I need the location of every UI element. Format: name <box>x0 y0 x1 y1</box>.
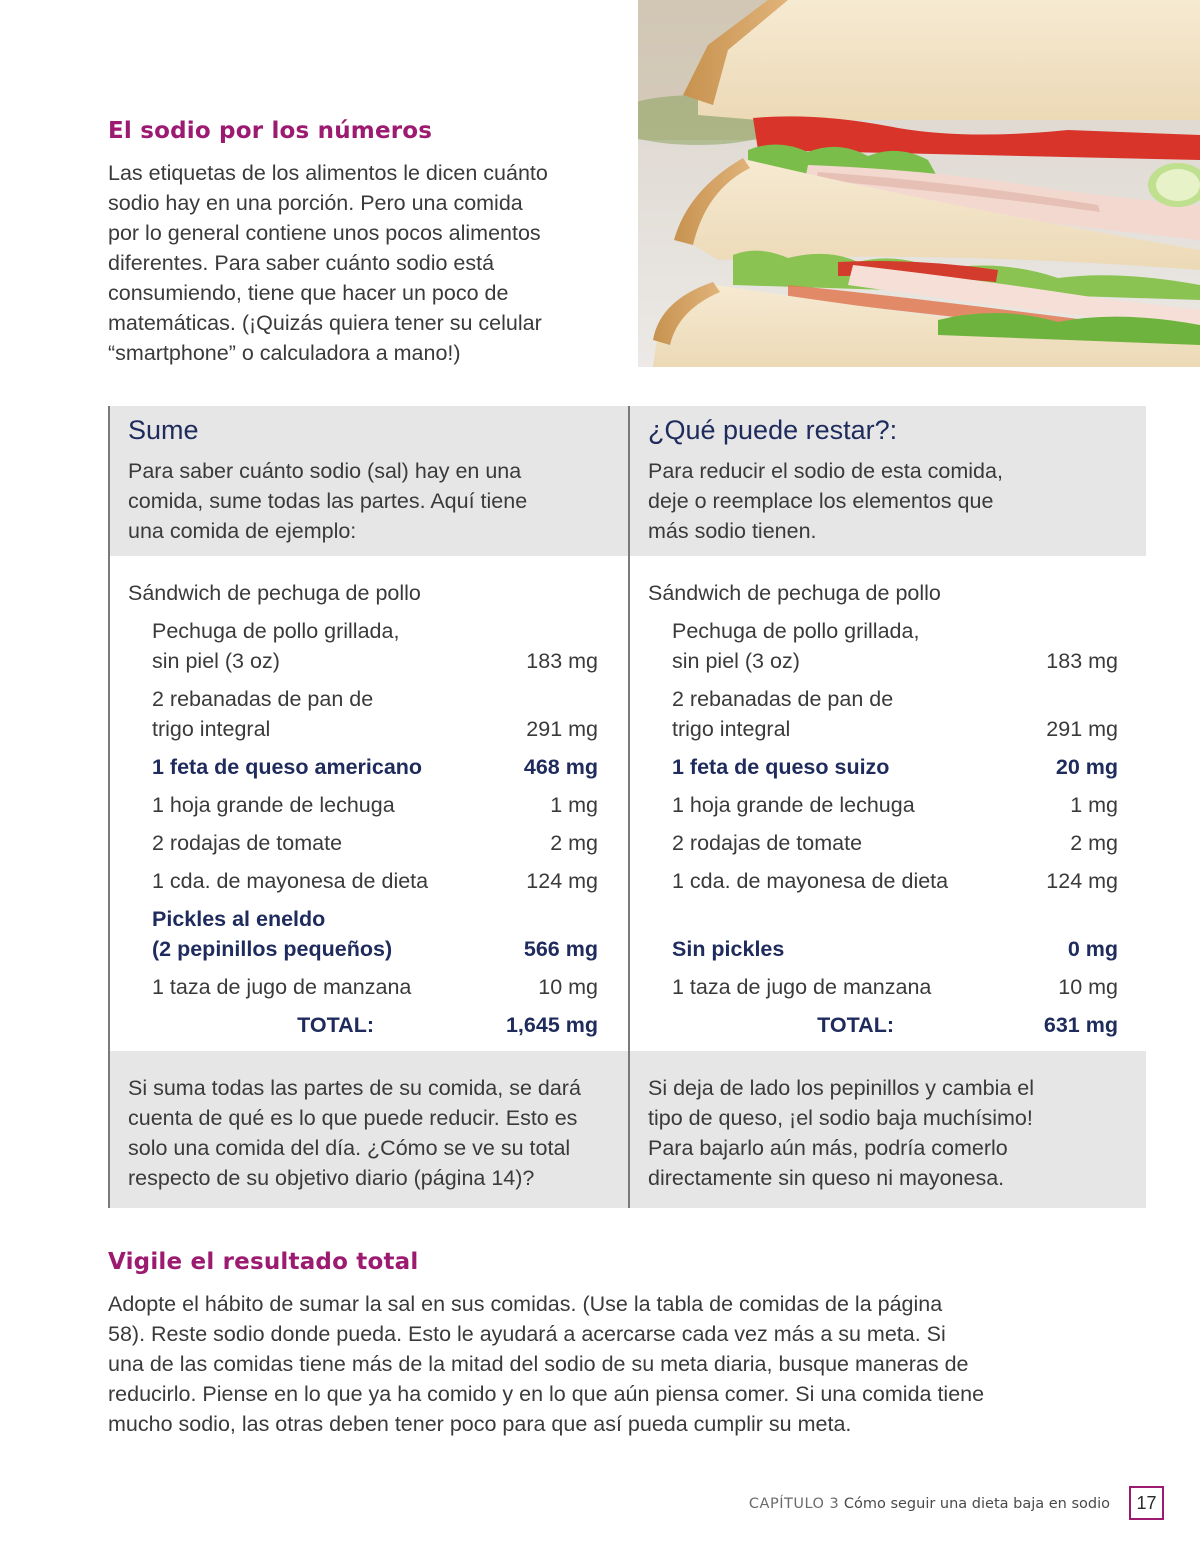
intro-line: matemáticas. (¡Quizás quiera tener su celular <box>108 311 542 335</box>
food-item <box>672 866 1118 896</box>
add-column-title: Sume <box>128 415 199 445</box>
intro-line: Las etiquetas de los alimentos le dicen cuánto <box>108 161 548 185</box>
meal-title: Sándwich de pechuga de pollo <box>128 581 421 605</box>
food-item-sodium: 0 mg <box>1067 937 1118 961</box>
watch-total-paragraph <box>108 1289 1108 1439</box>
food-item-name: Pickles al eneldo <box>152 907 326 931</box>
footer-line: tipo de queso, ¡el sodio baja muchísimo! <box>648 1106 1033 1130</box>
total-row <box>152 1010 598 1040</box>
total-value: 1,645 mg <box>505 1013 598 1037</box>
intro-line: una comida de ejemplo: <box>128 519 357 543</box>
add-column <box>108 406 630 1208</box>
food-item <box>152 972 598 1002</box>
intro-line: por lo general contiene unos pocos alimentos <box>108 221 541 245</box>
food-item-highlighted <box>672 752 1118 782</box>
food-item <box>672 972 1118 1002</box>
section-heading-watch-total: Vigile el resultado total <box>108 1249 419 1275</box>
footer-line: Si suma todas las partes de su comida, se dará <box>128 1076 581 1100</box>
footer-line: cuenta de qué es lo que puede reducir. Esto es <box>128 1106 578 1130</box>
intro-line: deje o reemplace los elementos que <box>648 489 994 513</box>
footer-line: Para bajarlo aún más, podría comerlo <box>648 1136 1008 1160</box>
intro-line: “smartphone” o calculadora a mano!) <box>108 341 461 365</box>
total-row <box>672 1010 1118 1040</box>
food-item-name: trigo integral <box>672 717 791 741</box>
food-item-sodium: 1 mg <box>1070 793 1118 817</box>
food-item-name: 1 taza de jugo de manzana <box>152 975 412 999</box>
footer-line: Si deja de lado los pepinillos y cambia el <box>648 1076 1035 1100</box>
food-item-name: 1 hoja grande de lechuga <box>672 793 915 817</box>
add-column-body <box>110 556 630 1051</box>
food-item <box>672 616 1118 676</box>
food-item-name: 1 hoja grande de lechuga <box>152 793 395 817</box>
food-item-sodium: 183 mg <box>526 649 598 673</box>
food-item-sodium: 468 mg <box>523 755 598 779</box>
food-item-sodium: 183 mg <box>1046 649 1118 673</box>
intro-line: Para reducir el sodio de esta comida, <box>648 459 1003 483</box>
subtract-column-header <box>630 406 1146 556</box>
section-heading-sodium-numbers: El sodio por los números <box>108 118 433 144</box>
paragraph-line: una de las comidas tiene más de la mitad del sodio de su meta diaria, busque maneras de <box>108 1352 969 1376</box>
food-item-list <box>152 616 598 1040</box>
food-item-highlighted <box>152 752 598 782</box>
food-item-sodium: 10 mg <box>1058 975 1118 999</box>
chapter-label: CAPÍTULO 3 <box>748 1496 840 1512</box>
food-item-sodium: 291 mg <box>1046 717 1118 741</box>
food-item <box>152 790 598 820</box>
subtract-column-body <box>630 556 1146 1051</box>
food-item-name: 2 rebanadas de pan de <box>152 687 374 711</box>
food-item-sodium: 2 mg <box>1070 831 1118 855</box>
food-item-sodium: 566 mg <box>523 937 598 961</box>
add-column-footer <box>110 1051 630 1208</box>
page-number: 17 <box>1129 1486 1164 1520</box>
food-item-name: (2 pepinillos pequeños) <box>152 937 393 961</box>
meal-title: Sándwich de pechuga de pollo <box>648 581 941 605</box>
subtract-column-title: ¿Qué puede restar?: <box>648 415 898 445</box>
food-item-name: 1 taza de jugo de manzana <box>672 975 932 999</box>
subtract-column-intro <box>648 456 1128 546</box>
food-item <box>672 828 1118 858</box>
subtract-column <box>628 406 1146 1208</box>
food-item-sodium: 20 mg <box>1055 755 1118 779</box>
food-item <box>152 828 598 858</box>
intro-line: más sodio tienen. <box>648 519 817 543</box>
food-item <box>152 866 598 896</box>
food-item <box>152 616 598 676</box>
footer-line: directamente sin queso ni mayonesa. <box>648 1166 1005 1190</box>
add-column-header <box>110 406 630 556</box>
paragraph-line: mucho sodio, las otras deben tener poco para que así pueda cumplir su meta. <box>108 1412 852 1436</box>
food-item-name: 1 feta de queso americano <box>152 755 423 779</box>
food-item <box>672 790 1118 820</box>
food-item-name: 2 rodajas de tomate <box>672 831 863 855</box>
food-item <box>672 684 1118 744</box>
intro-line: comida, sume todas las partes. Aquí tiene <box>128 489 528 513</box>
paragraph-line: reducirlo. Piense en lo que ya ha comido y en lo que aún piensa comer. Si una comida tiene <box>108 1382 985 1406</box>
food-item-sodium: 10 mg <box>538 975 598 999</box>
total-value: 631 mg <box>1043 1013 1118 1037</box>
paragraph-line: Adopte el hábito de sumar la sal en sus comidas. (Use la tabla de comidas de la página <box>108 1292 943 1316</box>
food-item-name: 1 cda. de mayonesa de dieta <box>152 869 429 893</box>
intro-paragraph <box>108 158 608 368</box>
subtract-column-footer <box>630 1051 1146 1208</box>
food-item-name: trigo integral <box>152 717 271 741</box>
intro-line: Para saber cuánto sodio (sal) hay en una <box>128 459 522 483</box>
food-item-name: Sin pickles <box>672 937 785 961</box>
add-column-intro <box>128 456 612 546</box>
footer-line: respecto de su objetivo diario (página 14)? <box>128 1166 535 1190</box>
footer-line: solo una comida del día. ¿Cómo se ve su total <box>128 1136 571 1160</box>
page-footer <box>749 1490 1110 1518</box>
food-item <box>152 684 598 744</box>
food-item-highlighted <box>672 904 1118 964</box>
total-label: TOTAL: <box>817 1013 894 1037</box>
food-item-sodium: 124 mg <box>1046 869 1118 893</box>
total-label: TOTAL: <box>297 1013 374 1037</box>
food-item-name: sin piel (3 oz) <box>672 649 800 673</box>
food-item-list <box>672 616 1118 1040</box>
food-item-name: 1 feta de queso suizo <box>672 755 890 779</box>
sandwich-photo <box>638 0 1200 367</box>
food-item-name: 2 rebanadas de pan de <box>672 687 894 711</box>
food-item-sodium: 291 mg <box>526 717 598 741</box>
paragraph-line: 58). Reste sodio donde pueda. Esto le ayudará a acercarse cada vez más a su meta. Si <box>108 1322 946 1346</box>
sodium-comparison-table <box>108 406 1144 1208</box>
food-item-highlighted <box>152 904 598 964</box>
food-item-sodium: 1 mg <box>550 793 598 817</box>
intro-line: diferentes. Para saber cuánto sodio está <box>108 251 495 275</box>
intro-line: consumiendo, tiene que hacer un poco de <box>108 281 509 305</box>
food-item-name: 2 rodajas de tomate <box>152 831 343 855</box>
food-item-name: Pechuga de pollo grillada, <box>152 619 400 643</box>
food-item-sodium: 2 mg <box>550 831 598 855</box>
food-item-name: 1 cda. de mayonesa de dieta <box>672 869 949 893</box>
intro-line: sodio hay en una porción. Pero una comida <box>108 191 523 215</box>
food-item-sodium: 124 mg <box>526 869 598 893</box>
food-item-name: sin piel (3 oz) <box>152 649 280 673</box>
food-item-name: Pechuga de pollo grillada, <box>672 619 920 643</box>
chapter-title: Cómo seguir una dieta baja en sodio <box>843 1496 1110 1512</box>
